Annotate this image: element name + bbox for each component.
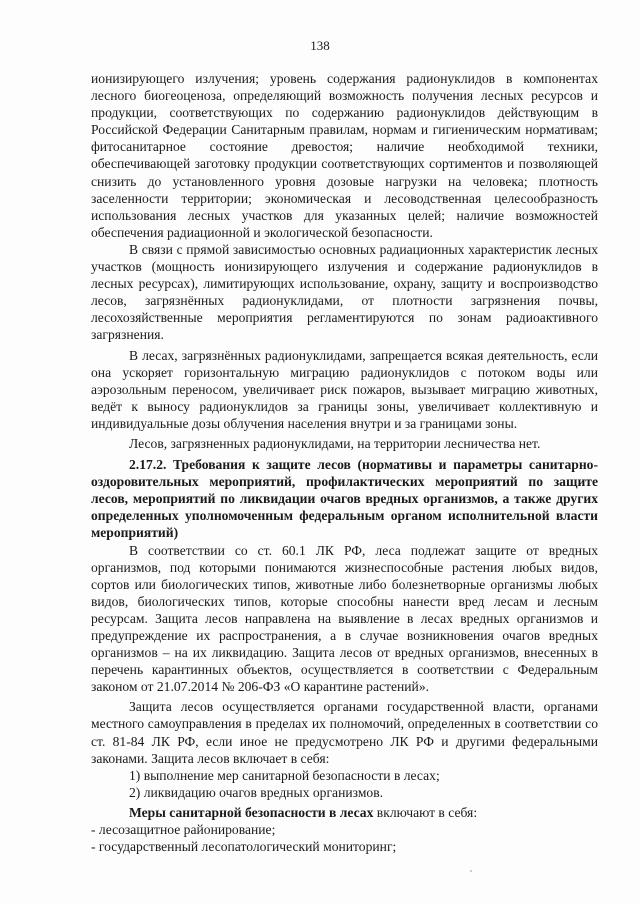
scan-speck [470, 870, 472, 872]
section-heading-2-17-2: 2.17.2. Требования к защите лесов (нормативы и параметры санитарно-оздоровительных мероприятий, профилактических мероприятий по защите лесов, мероприятий по ликвидации очагов вредных организмов, а также других определенных уполномоченным федеральным органом исполнительной власти мероприятий) [91, 457, 598, 541]
paragraph-protection-authorities: Защита лесов осуществляется органами государственной власти, органами местного самоуправления в пределах их полномочий, определенных в соответствии со ст. 81-84 ЛК РФ, если иное не предусмотрено ЛК РФ и другими федеральными законами. Защита лесов включает в себя: [91, 699, 598, 766]
dash-item-zoning: - лесозащитное районирование; [91, 822, 276, 838]
paragraph-sanitary-measures-intro [91, 804, 598, 821]
paragraph-radiation-zones: В связи с прямой зависимостью основных радиационных характеристик лесных участков (мощность ионизирующего излучения и содержание радионуклидов в лесных ресурсах), лимитирующих использование, охрану, защиту и воспроизводство лесов, загрязнённых радионуклидами, от плотности загрязнения почвы, лесохозяйственные мероприятия регламентируются по зонам радиоактивного загрязнения. [91, 241, 598, 343]
paragraph-no-contaminated-forests: Лесов, загрязненных радионуклидами, на территории лесничества нет. [129, 435, 541, 451]
sanitary-measures-term: Меры санитарной безопасности в лесах [129, 804, 374, 820]
paragraph-radiation-criteria: ионизирующего излучения; уровень содержания радионуклидов в компонентах лесного биогеоценоза, определяющий возможность получения лесных ресурсов и продукции, соответствующих по содержанию радионуклидов действующим в Российской Федерации Санитарным правилам, нормам и гигиеническим нормативам; фитосанитарное состояние древостоя; наличие необходимой техники, обеспечивающей заготовку продукции соответствующих сортиментов и позволяющей снизить до установленного уровня дозовые нагрузки на человека; плотность заселенности территории; экономическая и лесоводственная целесообразность использования лесных участков для указанных целей; наличие возможностей обеспечения радиационной и экологической безопасности. [91, 71, 598, 240]
list-item-pest-elimination: 2) ликвидацию очагов вредных организмов. [129, 784, 384, 800]
paragraph-article-60-1: В соответствии со ст. 60.1 ЛК РФ, леса подлежат защите от вредных организмов, под которыми понимаются жизнеспособные растения любых видов, сортов или биологических типов, животные либо болезнетворные организмы любых видов, биологических типов, которые способны нанести вред лесам и лесным ресурсам. Защита лесов направлена на выявление в лесах вредных организмов и предупреждение их распространения, а в случае возникновения очагов вредных организмов – на их ликвидацию. Защита лесов от вредных организмов, внесенных в перечень карантинных объектов, осуществляется в соответствии с Федеральным законом от 21.07.2014 № 206-ФЗ «О карантине растений». [91, 542, 598, 695]
sanitary-measures-rest: включают в себя: [373, 804, 478, 820]
page-body [91, 70, 598, 855]
page-number: 138 [310, 38, 330, 53]
list-item-sanitary-measures: 1) выполнение мер санитарной безопасности в лесах; [129, 767, 440, 783]
paragraph-prohibited-activity: В лесах, загрязнённых радионуклидами, запрещается всякая деятельность, если она ускоряет горизонтальную миграцию радионуклидов с потоком воды или аэрозольным переносом, увеличивает риск пожаров, вызывает миграцию животных, ведёт к выносу радионуклидов за границы зоны, увеличивает коллективную и индивидуальные дозы облучения населения внутри и за границами зоны. [91, 347, 598, 431]
dash-item-monitoring: - государственный лесопатологический мониторинг; [91, 839, 397, 855]
